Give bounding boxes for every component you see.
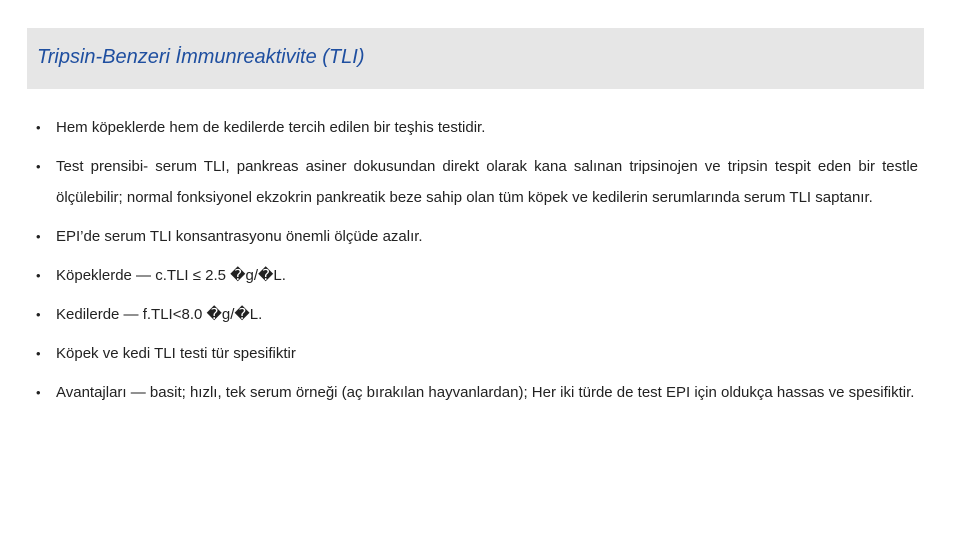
bullet-text: EPI’de serum TLI konsantrasyonu önemli ölçüde azalır. — [56, 228, 423, 245]
bullet-dot-icon: • — [36, 159, 41, 174]
slide-title: Tripsin-Benzeri İmmunreaktivite (TLI) — [37, 46, 365, 68]
bullet-dot-icon: • — [36, 229, 41, 244]
bullet-text: Test prensibi- serum TLI, pankreas asiner dokusundan direkt olarak kana salınan tripsinojen ve tripsin tespit eden bir testle ölçülebilir; normal fonksiyonel ekzokrin pankreatik beze sahip olan tüm köpek ve kedilerin serumlarında serum TLI saptanır. — [56, 158, 918, 206]
bullet-item — [36, 151, 918, 213]
bullet-item — [36, 260, 918, 291]
bullet-dot-icon: • — [36, 307, 41, 322]
bullet-text: Hem köpeklerde hem de kedilerde tercih edilen bir teşhis testidir. — [56, 119, 486, 136]
bullet-item — [36, 221, 918, 252]
bullet-item — [36, 377, 918, 408]
bullet-text: Avantajları — basit; hızlı, tek serum örneği (aç bırakılan hayvanlardan); Her iki türde de test EPI için oldukça hassas ve spesifiktir. — [56, 384, 915, 401]
bullet-text: Köpeklerde — c.TLI ≤ 2.5 �g/�L. — [56, 267, 286, 284]
title-bar — [27, 28, 924, 89]
bullet-dot-icon: • — [36, 346, 41, 361]
bullet-text: Kedilerde — f.TLI<8.0 �g/�L. — [56, 306, 263, 323]
bullet-dot-icon: • — [36, 268, 41, 283]
bullet-text: Köpek ve kedi TLI testi tür spesifiktir — [56, 345, 296, 362]
bullet-dot-icon: • — [36, 120, 41, 135]
bullet-item — [36, 338, 918, 369]
bullet-item — [36, 112, 918, 143]
bullet-list — [36, 112, 918, 416]
bullet-dot-icon: • — [36, 385, 41, 400]
bullet-item — [36, 299, 918, 330]
